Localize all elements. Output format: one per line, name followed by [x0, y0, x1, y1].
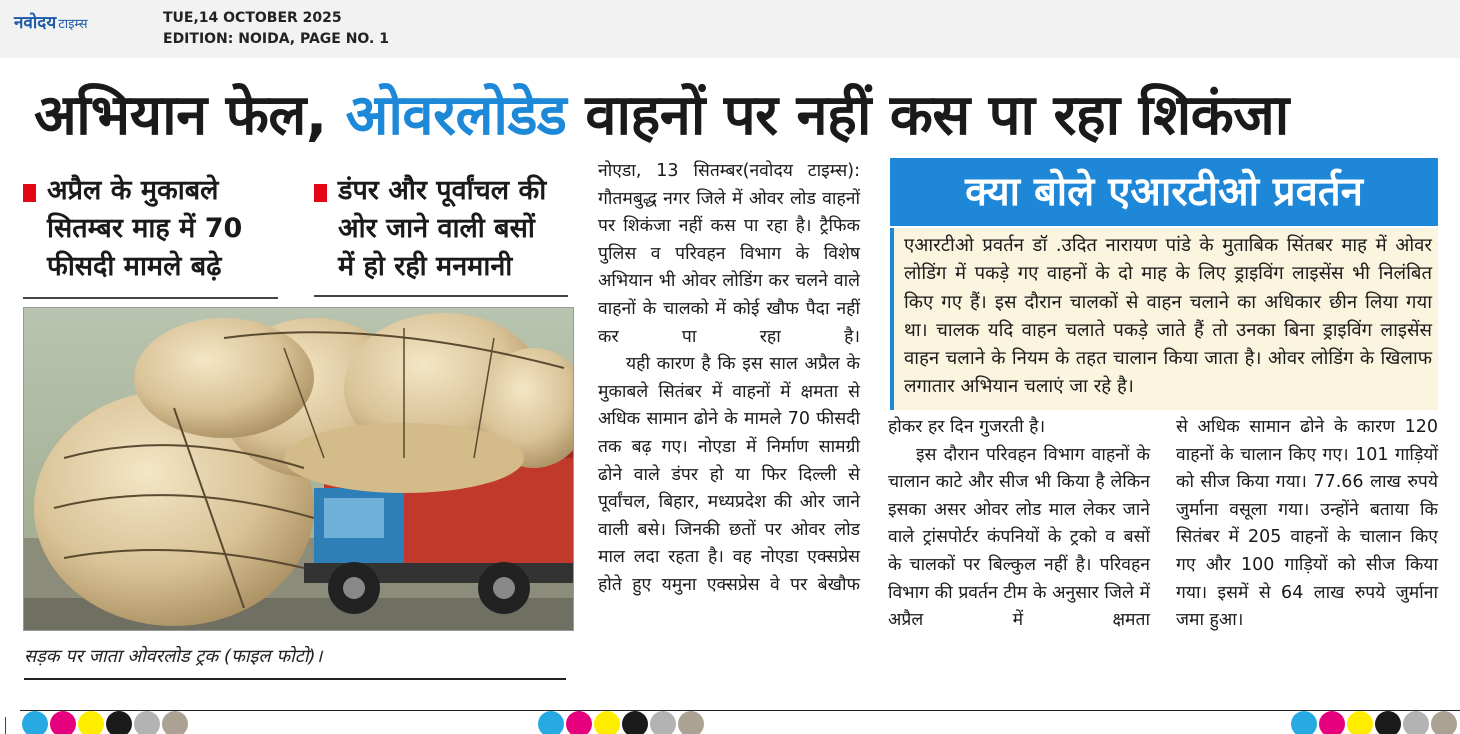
print-color-dot — [1291, 711, 1317, 734]
sidebar-box-title: क्या बोले एआरटीओ प्रवर्तन — [890, 158, 1438, 226]
article-paragraph: से अधिक सामान ढोने के कारण 120 वाहनों के चालान किए गए। 101 गाड़ियों को सीज किया गया। 77.66 लाख रुपये जुर्माना वसूला गया। उन्होंने बताया कि सितंबर में 205 वाहनों के चालान किए गए और 100 गाड़ियों को सीज किया गया। इसमें से 64 लाख रुपये जुर्माना जमा हुआ। — [1176, 417, 1438, 631]
print-color-marks-right — [1291, 711, 1459, 734]
headline-part-2: ओवरलोडेड — [345, 83, 567, 148]
print-color-dot — [1347, 711, 1373, 734]
truck-image — [24, 308, 573, 630]
caption-rule — [24, 678, 566, 680]
photo-caption: सड़क पर जाता ओवरलोड ट्रक (फाइल फोटो)। — [24, 646, 323, 667]
subhead-2-rule — [314, 295, 568, 297]
article-headline — [34, 76, 1434, 156]
article-column-1 — [598, 158, 860, 600]
page-bottom-rule — [20, 710, 1460, 711]
article-column-3 — [1176, 414, 1438, 635]
print-color-dot — [622, 711, 648, 734]
headline-part-3: वाहनों पर नहीं कस पा रहा शिकंजा — [566, 83, 1289, 148]
subhead-1-text: अप्रैल के मुकाबले सितम्बर माह में 70 फीसदी मामले बढ़े — [47, 175, 243, 282]
article-paragraph: यही कारण है कि इस साल अप्रैल के मुकाबले सितंबर में वाहनों में क्षमता से अधिक सामान ढोने के मामले 70 फीसदी तक बढ़ गए। नोएडा में निर्माण सामग्री ढोने वाले डंपर हो या फिर दिल्ली से पूर्वांचल, बिहार, मध्यप्रदेश की ओर जाने वाली बसे। जिनकी छतों पर ओवर लोड माल लदा रहता है। वह नोएडा एक्सप्रेस होते हुए यमुना एक्सप्रेस वे पर बेखौफ — [598, 354, 860, 595]
masthead-bar — [0, 0, 1460, 58]
red-square-marker — [314, 184, 327, 202]
print-color-dot — [538, 711, 564, 734]
print-color-dot — [1403, 711, 1429, 734]
article-column-2 — [888, 414, 1150, 635]
subhead-1-rule — [23, 297, 278, 299]
print-color-dot — [1319, 711, 1345, 734]
print-color-dot — [650, 711, 676, 734]
print-color-dot — [162, 711, 188, 734]
print-color-dot — [134, 711, 160, 734]
print-color-marks-left — [22, 711, 190, 734]
sidebar-box — [890, 228, 1438, 410]
edition-date: TUE,14 OCTOBER 2025 — [163, 10, 342, 26]
print-color-dot — [1375, 711, 1401, 734]
print-color-dot — [566, 711, 592, 734]
logo-main-text: नवोदय — [14, 13, 57, 33]
print-color-dot — [22, 711, 48, 734]
subhead-2 — [314, 172, 574, 292]
overloaded-truck-photo — [23, 307, 574, 631]
sidebar-box-text: एआरटीओ प्रवर्तन डॉ .उदित नारायण पांडे के मुताबिक सिंतबर माह में ओवर लोडिंग में पकड़े गए वाहनों के दो माह के लिए ड्राइविंग लाइसेंस भी निलंबित किए गए हैं। इस दौरान चालकों से वाहन चलाने का अधिकार छीन लिया गया था। चालक यदि वाहन चलाते पकड़े जाते हैं तो उनका बिना ड्राइविंग लाइसेंस वाहन चलाने के नियम के तहत चालान किया जाता है। ओवर लोडिंग के खिलाफ लगातार अभियान चलाएं जा रहे है। — [904, 235, 1432, 398]
subhead-2-text: डंपर और पूर्वांचल की ओर जाने वाली बसों में हो रही मनमानी — [338, 175, 547, 282]
article-paragraph: नोएडा, 13 सितम्बर(नवोदय टाइम्स): गौतमबुद्ध नगर जिले में ओवर लोड वाहनों पर शिकंजा नहीं कस पा रहा है। ट्रैफिक पुलिस व परिवहन विभाग के विशेष अभियान भी ओवर लोडिंग कर चलने वाले वाहनों के चालको में कोई खौफ पैदा नहीं कर पा रहा है। — [598, 161, 860, 347]
red-square-marker — [23, 184, 36, 202]
newspaper-logo[interactable] — [14, 10, 88, 33]
print-color-dot — [678, 711, 704, 734]
headline-part-1: अभियान फेल, — [34, 83, 346, 148]
print-color-dot — [78, 711, 104, 734]
article-paragraph: होकर हर दिन गुजरती है। — [888, 417, 1046, 437]
logo-sub-text: टाइम्स — [58, 17, 88, 32]
print-color-dot — [50, 711, 76, 734]
print-color-dot — [1431, 711, 1457, 734]
print-color-marks-center — [538, 711, 706, 734]
edition-info: EDITION: NOIDA, PAGE NO. 1 — [163, 31, 389, 47]
article-paragraph: इस दौरान परिवहन विभाग वाहनों के चालान काटे और सीज भी किया है लेकिन इसका असर ओवर लोड माल लेकर जाने वाले ट्रांसपोर्टर कंपनियों के ट्रको व बसों के चालकों पर बिल्कुल नहीं है। परिवहन विभाग की प्रवर्तन टीम के अनुसार जिले में अप्रैल में क्षमता — [888, 444, 1150, 631]
crop-mark — [5, 717, 6, 734]
subhead-1 — [23, 172, 283, 292]
print-color-dot — [106, 711, 132, 734]
print-color-dot — [594, 711, 620, 734]
